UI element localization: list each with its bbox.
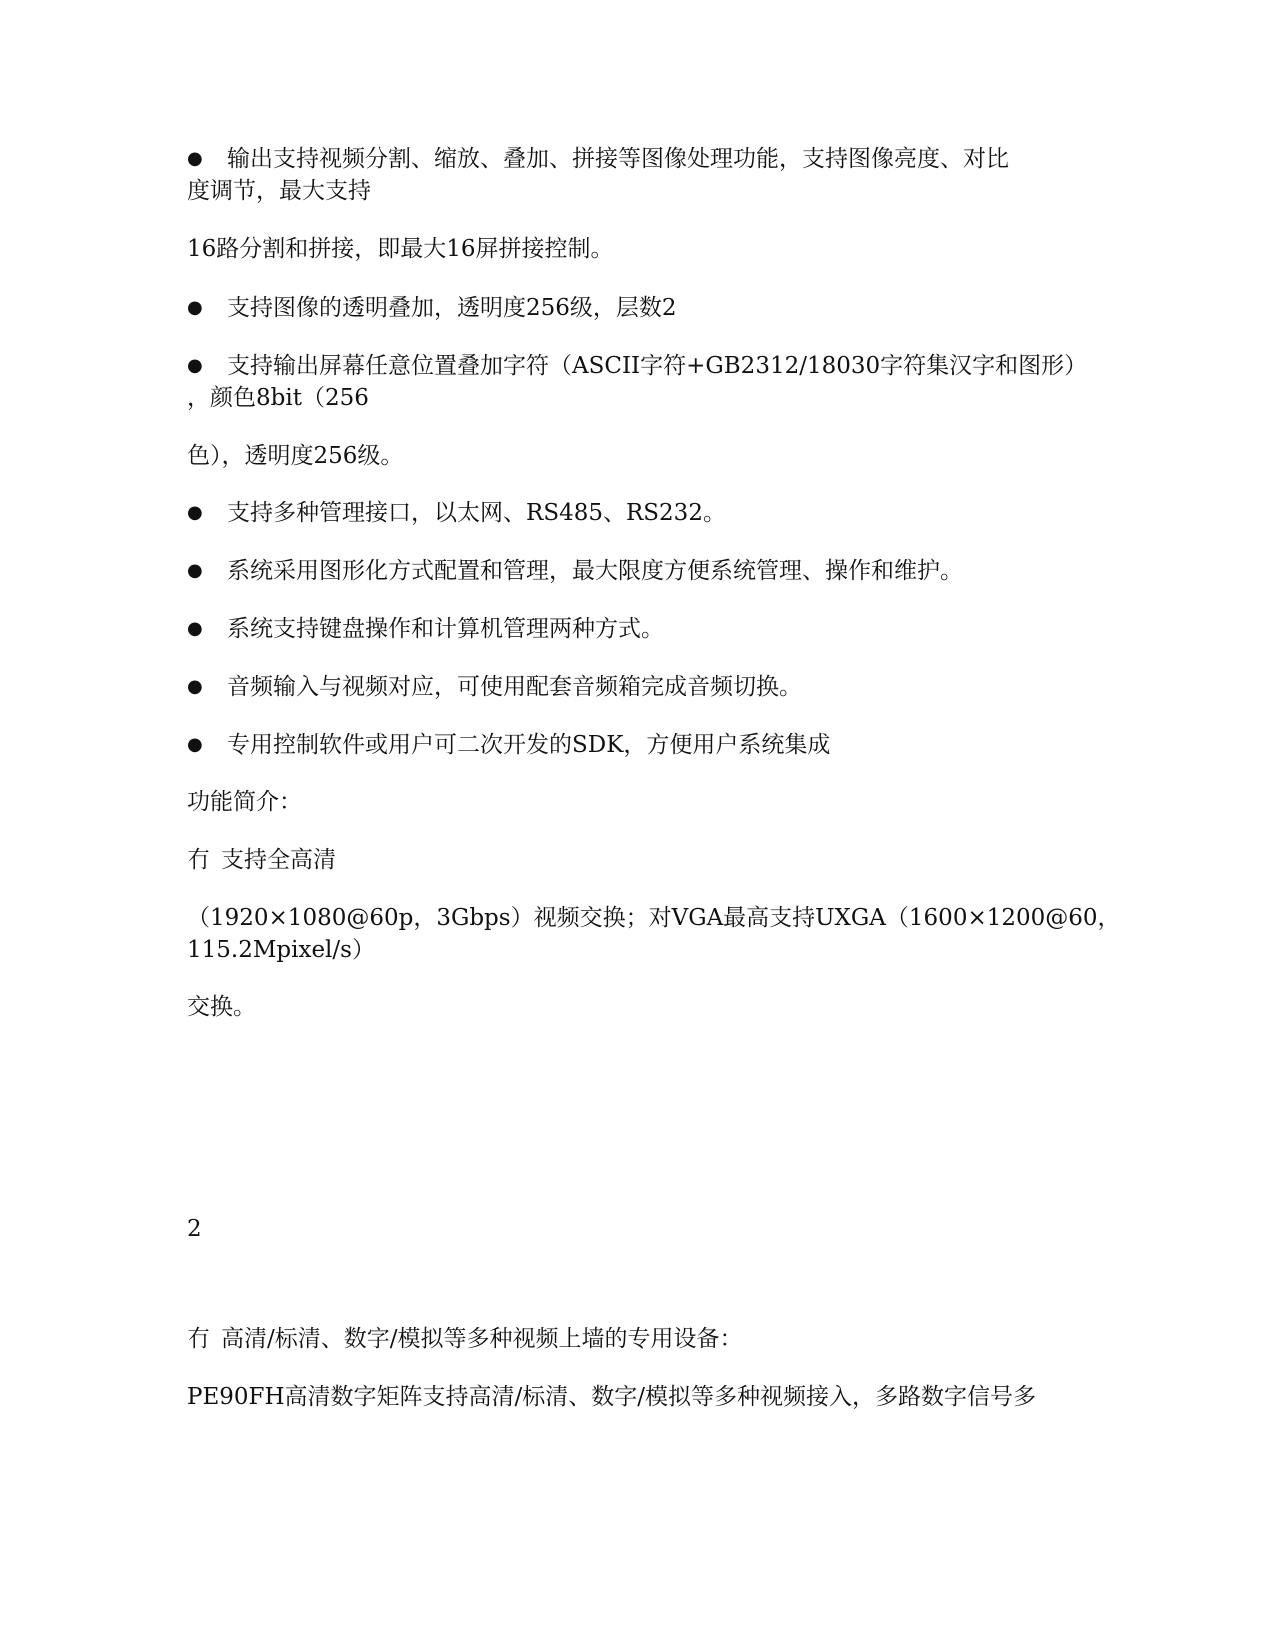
body-paragraph: PE90FH高清数字矩阵支持高清/标清、数字/模拟等多种视频接入，多路数字信号多 (187, 1384, 1037, 1410)
bullet-icon: ● (187, 734, 203, 755)
bullet-icon: ● (187, 297, 203, 318)
bullet-item-1 (187, 143, 1009, 175)
bullet-icon: ● (187, 148, 203, 169)
feature-marker-icon: 冇 (187, 847, 210, 873)
bullet-item-2 (187, 292, 677, 324)
bullet-item-7 (187, 671, 802, 703)
bullet-item-1-wrap: 度调节，最大支持 (187, 178, 371, 204)
item-text: 系统支持键盘操作和计算机管理两种方式。 (227, 616, 664, 642)
feature-text: 支持全高清 (221, 847, 336, 873)
item-text: 支持图像的透明叠加，透明度256级，层数2 (227, 295, 677, 321)
paragraph-continuation: 16路分割和拼接，即最大16屏拼接控制。 (187, 236, 614, 262)
feature-text: 高清/标清、数字/模拟等多种视频上墙的专用设备： (221, 1326, 743, 1352)
feature-item-1 (187, 844, 336, 876)
bullet-icon: ● (187, 676, 203, 697)
bullet-item-3-wrap: ，颜色8bit（256 (187, 385, 369, 411)
feature-item-1-line3: 115.2Mpixel/s） (187, 937, 375, 963)
section-heading: 功能简介： (187, 789, 302, 815)
bullet-item-3 (187, 350, 1087, 382)
bullet-item-5 (187, 555, 963, 587)
paragraph-continuation: 色），透明度256级。 (187, 443, 404, 469)
item-text: 输出支持视频分割、缩放、叠加、拼接等图像处理功能，支持图像亮度、对比 (227, 146, 1009, 172)
feature-item-2 (187, 1323, 743, 1355)
item-text: 支持多种管理接口，以太网、RS485、RS232。 (227, 500, 726, 526)
item-text: 专用控制软件或用户可二次开发的SDK，方便用户系统集成 (227, 732, 831, 758)
item-text: 音频输入与视频对应，可使用配套音频箱完成音频切换。 (227, 674, 802, 700)
bullet-icon: ● (187, 355, 203, 376)
page-number: 2 (187, 1216, 202, 1242)
bullet-item-8 (187, 729, 830, 761)
bullet-item-4 (187, 497, 726, 529)
feature-item-1-line2: （1920×1080@60p，3Gbps）视频交换；对VGA最高支持UXGA（1600×1200@60， (187, 905, 1121, 931)
bullet-icon: ● (187, 560, 203, 581)
bullet-item-6 (187, 613, 664, 645)
bullet-icon: ● (187, 502, 203, 523)
item-text: 支持输出屏幕任意位置叠加字符（ASCII字符+GB2312/18030字符集汉字和图形） (227, 353, 1088, 379)
item-text: 系统采用图形化方式配置和管理，最大限度方便系统管理、操作和维护。 (227, 558, 963, 584)
feature-item-1-line4: 交换。 (187, 994, 256, 1020)
bullet-icon: ● (187, 618, 203, 639)
feature-marker-icon: 冇 (187, 1326, 210, 1352)
